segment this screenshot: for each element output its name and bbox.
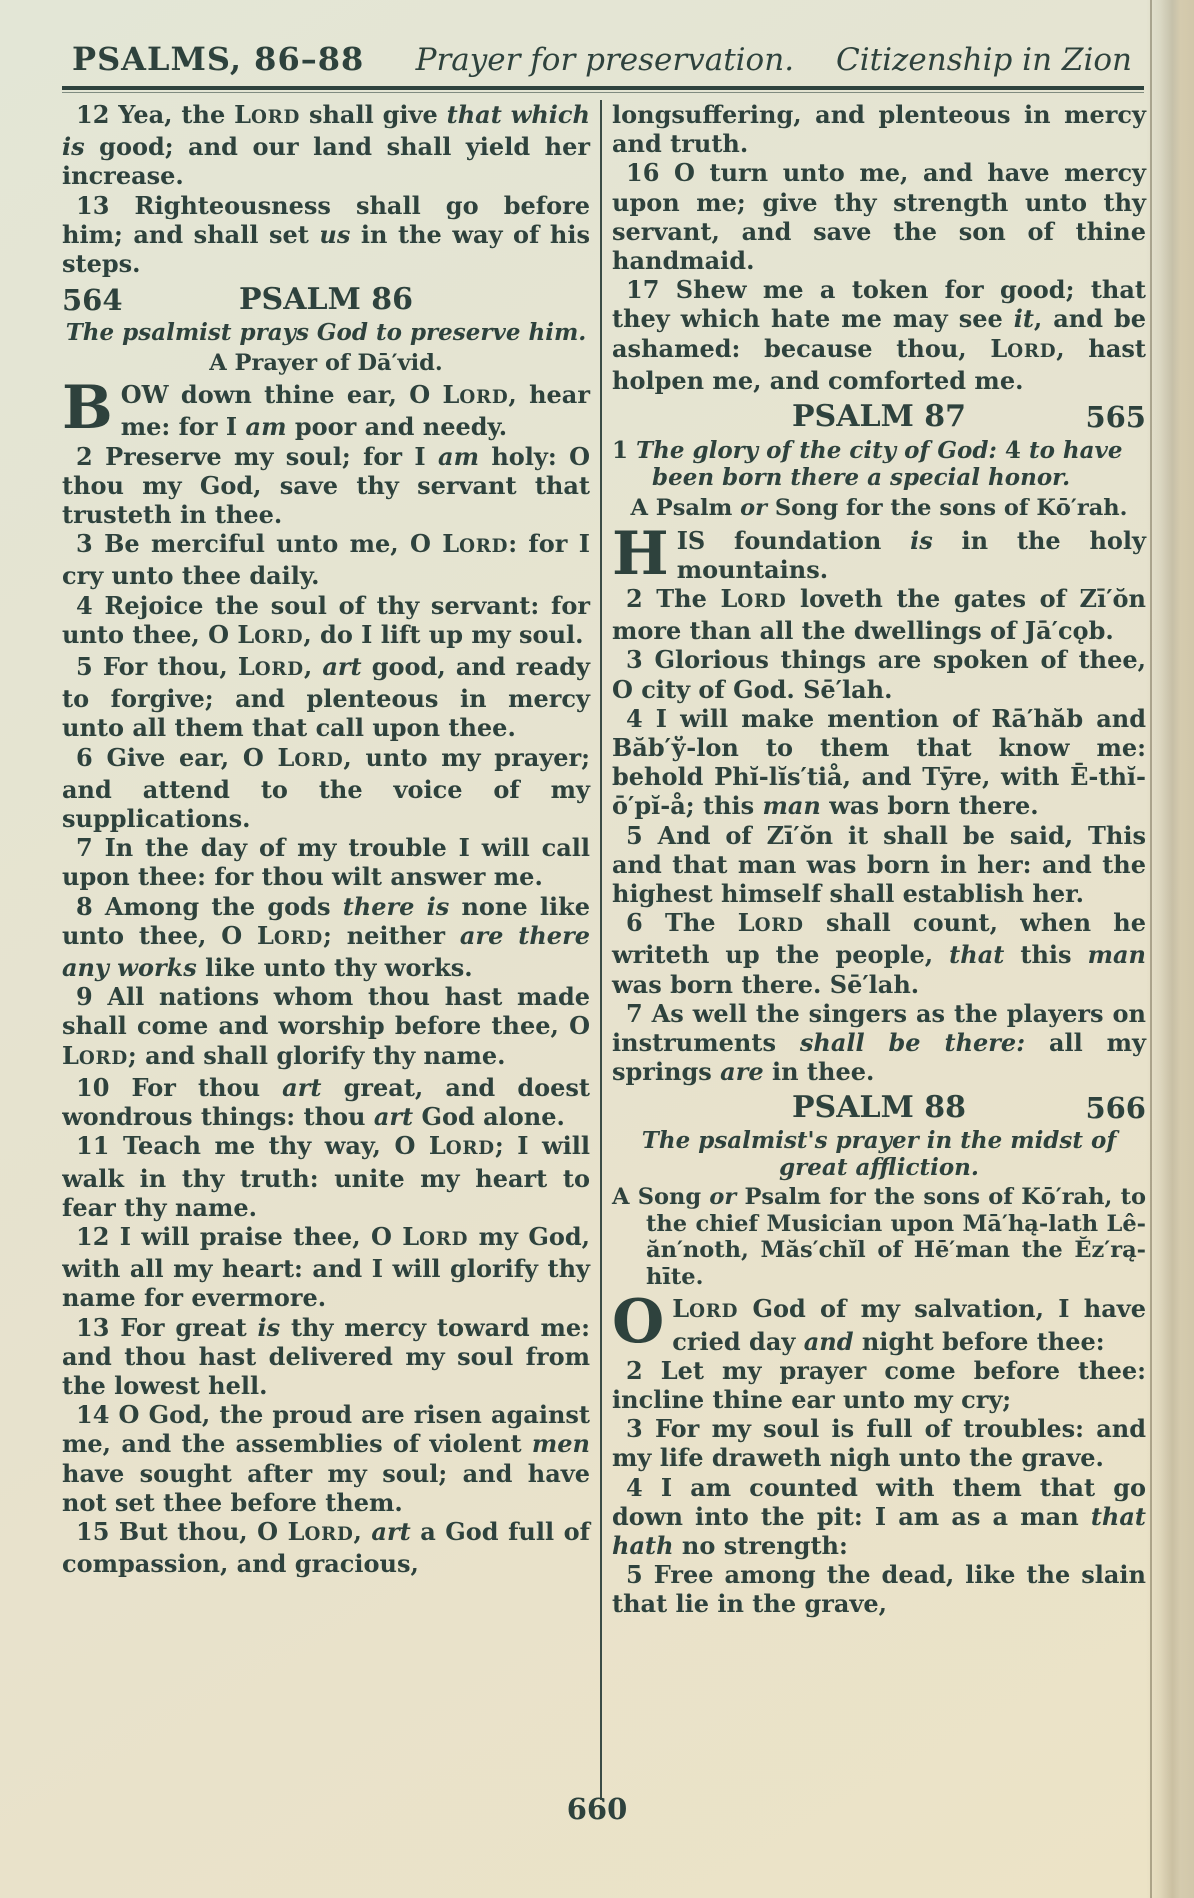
verse-paragraph: 8 Among the gods there is none like unto thee, O LORD; neither are there any works like unto thy works. <box>62 891 590 983</box>
small-caps-divine-name: ORD <box>78 1047 128 1069</box>
psalm-summary: 1 The glory of the city of God: 4 to have been born there a special honor. <box>612 437 1123 492</box>
verse-continuation-paragraph: longsuffering, and plenteous in mercy and truth. <box>612 100 1146 159</box>
verse-paragraph-dropcap: O LORD God of my salvation, I have cried day and night before thee: <box>612 1287 1146 1358</box>
verse-paragraph: 13 Righteousness shall go before him; and shall set us in the way of his steps. <box>62 190 591 279</box>
small-caps-divine-name: ORD <box>459 536 509 558</box>
verse-paragraph-dropcap: HIS foundation is in the holy mountains. <box>612 518 1146 589</box>
psalm-title: PSALM 86 <box>239 282 413 318</box>
psalm-title: PSALM 88 <box>792 1090 966 1126</box>
verse-paragraph: 15 But thou, O LORD, art a God full of compassion, and gracious, <box>62 1516 590 1579</box>
verse-paragraph: 6 The LORD shall count, when he writeth up the people, that this man was born there. Sē′lah. <box>612 908 1147 999</box>
verse-paragraph: 5 Free among the dead, like the slain that lie in the grave, <box>612 1560 1146 1619</box>
small-caps-divine-name: ORD <box>251 107 301 128</box>
small-caps-divine-name: ORD <box>1007 340 1057 362</box>
verse-paragraph: 12 Yea, the LORD shall give that which is good; and our land shall yield her increase. <box>62 100 590 191</box>
verse-paragraph: 2 The LORD loveth the gates of Zī′ŏn more than all the dwellings of Jā′cǫb. <box>612 583 1146 646</box>
verse-paragraph: 10 For thou art great, and doest wondrous things: thou art God alone. <box>62 1072 590 1132</box>
left-column <box>62 100 590 1800</box>
header-rule <box>62 86 1144 93</box>
verse-paragraph: 4 Rejoice the soul of thy servant: for unto thee, O LORD, do I lift up my soul. <box>62 590 590 649</box>
psalm-attribution: A Song or Psalm for the sons of Kō′rah, to the chief Musician upon Mā′hą-lath Lê-ăn′noth, Măs′chĭl of Hē′man the Ĕz′rą-hīte. <box>612 1184 1146 1290</box>
verse-paragraph: 4 I am counted with them that go down into the pit: I am as a man that hath no strength: <box>612 1472 1146 1561</box>
verse-paragraph: 3 Glorious things are spoken of thee, O city of God. Sē′lah. <box>612 645 1146 704</box>
small-caps-divine-name: ORD <box>294 749 344 771</box>
psalm-heading <box>612 1090 1146 1126</box>
psalm-summary: The psalmist's prayer in the midst of great affliction. <box>641 1127 1117 1181</box>
verse-paragraph: 11 Teach me thy way, O LORD; I will walk in thy truth: unite my heart to fear thy name. <box>62 1131 590 1222</box>
header-book-range: PSALMS, 86–88 <box>72 40 365 78</box>
verse-paragraph: 7 In the day of my trouble I will call upon thee: for thou wilt answer me. <box>62 833 590 892</box>
header-summary-right: Citizenship in Zion <box>836 42 1132 78</box>
verse-paragraph: 5 And of Zī′ŏn it shall be said, This and that man was born in her: and the highest himself shall establish her. <box>612 820 1146 908</box>
small-caps-divine-name: ORD <box>419 1228 469 1250</box>
verse-paragraph: 2 Let my prayer come before thee: incline thine ear unto my cry; <box>612 1355 1146 1414</box>
page-edge-shading <box>1146 0 1194 1898</box>
psalm-heading <box>612 399 1146 435</box>
drop-cap-letter: H <box>612 518 669 589</box>
verse-paragraph: 3 For my soul is full of troubles: and my life draweth nigh unto the grave. <box>612 1414 1146 1473</box>
verse-paragraph: 13 For great is thy mercy toward me: and thou hast delivered my soul from the lowest hell. <box>62 1312 590 1400</box>
small-caps-divine-name: ORD <box>737 590 787 612</box>
psalm-reference-number: 566 <box>1085 1091 1146 1126</box>
verse-paragraph: 12 I will praise thee, O LORD my God, with all my heart: and I will glorify thy name for evermore. <box>62 1221 590 1313</box>
small-caps-divine-name: ORD <box>689 1301 739 1323</box>
two-column-text-block <box>62 100 1148 1800</box>
verse-paragraph: 2 Preserve my soul; for I am holy: O thou my God, save thy servant that trusteth in thee. <box>62 441 590 530</box>
small-caps-divine-name: ORD <box>459 387 509 409</box>
verse-paragraph: 5 For thou, LORD, art good, and ready to forgive; and plenteous in mercy unto all them that call upon thee. <box>62 652 590 743</box>
verse-paragraph-dropcap: BOW down thine ear, O LORD, hear me: for I am poor and needy. <box>62 373 591 444</box>
header-summary-left: Prayer for preservation. <box>415 42 795 78</box>
psalm-title: PSALM 87 <box>792 399 966 435</box>
psalm-attribution: A Prayer of Dā′vid. <box>209 349 443 376</box>
small-caps-divine-name: ORD <box>254 659 304 681</box>
psalm-heading <box>62 282 590 318</box>
small-caps-divine-name: ORD <box>254 626 304 648</box>
column-divider-rule <box>600 100 602 1800</box>
small-caps-divine-name: ORD <box>304 1523 354 1545</box>
drop-cap-letter: B <box>62 373 113 444</box>
small-caps-divine-name: ORD <box>273 927 323 949</box>
psalm-reference-number: 564 <box>62 283 123 318</box>
right-column <box>612 100 1146 1800</box>
verse-paragraph: 4 I will make mention of Rā′hăb and Băb′ў-lon to them that know me: behold Phĭ-lĭs′tiå, and Tȳre, with Ē-thĭ-ō′pĭ-å; this man was born there. <box>612 703 1146 821</box>
drop-cap-letter: O <box>612 1287 665 1358</box>
small-caps-divine-name: ORD <box>445 1138 495 1160</box>
verse-paragraph: 7 As well the singers as the players on instruments shall be there: all my springs are in thee. <box>612 998 1146 1087</box>
verse-paragraph: 16 O turn unto me, and have mercy upon me; give thy strength unto thy servant, and save the son of thine handmaid. <box>612 158 1146 276</box>
verse-paragraph: 14 O God, the proud are risen against me, and the assemblies of violent men have sought after my soul; and have not set thee before them. <box>62 1400 590 1517</box>
verse-paragraph: 6 Give ear, O LORD, unto my prayer; and attend to the voice of my supplications. <box>62 742 590 834</box>
psalm-attribution: A Psalm or Song for the sons of Kō′rah. <box>630 495 1128 522</box>
running-header <box>72 40 1132 78</box>
page-number: 660 <box>566 1792 628 1826</box>
psalm-reference-number: 565 <box>1085 400 1146 435</box>
small-caps-divine-name: ORD <box>754 915 804 937</box>
verse-paragraph: 9 All nations whom thou hast made shall come and worship before thee, O LORD; and shall glorify thy name. <box>62 982 590 1070</box>
page-crease-line <box>1150 0 1152 1898</box>
verse-paragraph: 3 Be merciful unto me, O LORD: for I cry unto thee daily. <box>62 529 590 591</box>
header-page-summaries <box>416 42 1132 78</box>
psalm-summary: The psalmist prays God to preserve him. <box>65 319 587 347</box>
verse-paragraph: 17 Shew me a token for good; that they which hate me may see it, and be ashamed: because thou, LORD, hast holpen me, and comforted me. <box>612 275 1146 395</box>
